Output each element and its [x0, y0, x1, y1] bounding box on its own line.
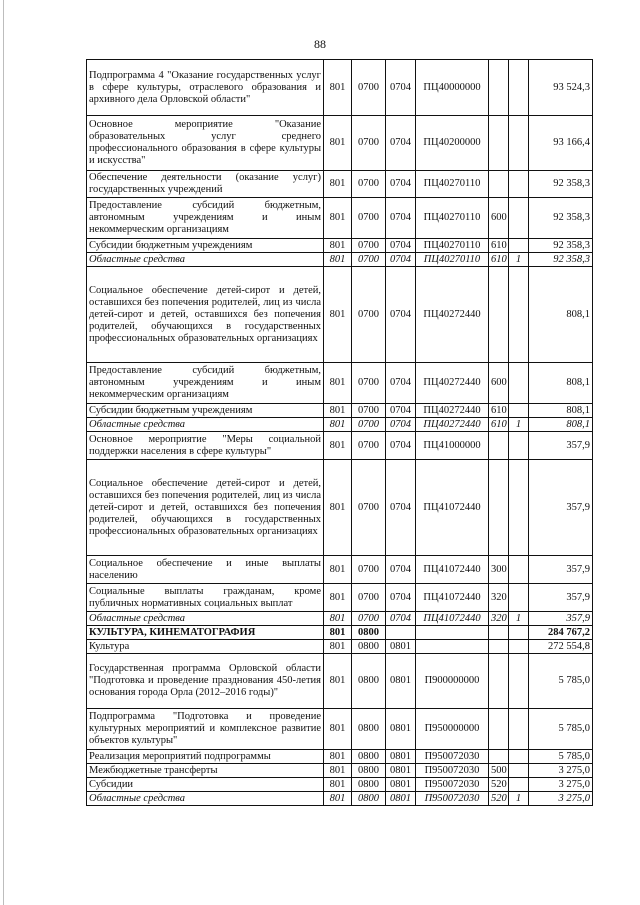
table-row	[87, 267, 593, 363]
row-name: Социальное обеспечение детей-сирот и детей, оставшихся без попечения родителей, лиц из числа детей-сирот и детей, оставшихся без попечения родителей, обучающихся в государственных профессиональных образовательных организациях	[87, 267, 324, 363]
subsection-code: 0704	[386, 60, 416, 116]
expense-type-code	[489, 60, 509, 116]
funding-source-code	[509, 640, 529, 654]
amount: 272 554,8	[529, 640, 593, 654]
section-code: 0800	[352, 778, 386, 792]
expense-type-code	[489, 460, 509, 556]
ministry-code: 801	[324, 654, 352, 709]
table-row	[87, 654, 593, 709]
funding-source-code	[509, 239, 529, 253]
table-row	[87, 612, 593, 626]
amount: 5 785,0	[529, 709, 593, 750]
section-code: 0800	[352, 654, 386, 709]
funding-source-code	[509, 556, 529, 584]
funding-source-code	[509, 654, 529, 709]
funding-source-code: 1	[509, 253, 529, 267]
expense-type-code: 600	[489, 363, 509, 404]
funding-source-code	[509, 116, 529, 171]
table-row	[87, 584, 593, 612]
amount: 808,1	[529, 404, 593, 418]
expense-type-code	[489, 171, 509, 198]
funding-source-code: 1	[509, 612, 529, 626]
row-name: Основное мероприятие "Оказание образовательных услуг среднего профессионального образования в сфере культуры и искусства"	[87, 116, 324, 171]
row-name: Социальные выплаты гражданам, кроме публичных нормативных социальных выплат	[87, 584, 324, 612]
table-row	[87, 116, 593, 171]
funding-source-code	[509, 404, 529, 418]
expense-type-code	[489, 116, 509, 171]
target-article-code	[416, 626, 489, 640]
funding-source-code	[509, 432, 529, 460]
amount: 3 275,0	[529, 778, 593, 792]
row-name: Культура	[87, 640, 324, 654]
row-name: Предоставление субсидий бюджетным, автономным учреждениям и иным некоммерческим организациям	[87, 363, 324, 404]
expense-type-code	[489, 626, 509, 640]
row-name: Областные средства	[87, 612, 324, 626]
funding-source-code	[509, 709, 529, 750]
expense-type-code: 300	[489, 556, 509, 584]
target-article-code: ПЦ41072440	[416, 584, 489, 612]
expense-type-code: 610	[489, 418, 509, 432]
ministry-code: 801	[324, 612, 352, 626]
subsection-code: 0801	[386, 792, 416, 806]
row-name: Основное мероприятие "Меры социальной поддержки населения в сфере культуры"	[87, 432, 324, 460]
ministry-code: 801	[324, 418, 352, 432]
expense-type-code: 600	[489, 198, 509, 239]
table-row	[87, 404, 593, 418]
amount: 357,9	[529, 612, 593, 626]
ministry-code: 801	[324, 404, 352, 418]
section-code: 0800	[352, 640, 386, 654]
section-code: 0800	[352, 764, 386, 778]
target-article-code: ПЦ41000000	[416, 432, 489, 460]
scan-edge-line	[3, 0, 4, 905]
section-code: 0700	[352, 267, 386, 363]
target-article-code: ПЦ40272440	[416, 363, 489, 404]
row-name: Государственная программа Орловской области "Подготовка и проведение празднования 450-летия основания города Орла (2012–2016 годы)"	[87, 654, 324, 709]
subsection-code: 0801	[386, 764, 416, 778]
ministry-code: 801	[324, 584, 352, 612]
funding-source-code	[509, 267, 529, 363]
funding-source-code	[509, 750, 529, 764]
table-row	[87, 198, 593, 239]
target-article-code: ПЦ40200000	[416, 116, 489, 171]
funding-source-code: 1	[509, 792, 529, 806]
section-code: 0800	[352, 709, 386, 750]
row-name: Субсидии бюджетным учреждениям	[87, 404, 324, 418]
section-code: 0800	[352, 750, 386, 764]
section-code: 0700	[352, 239, 386, 253]
ministry-code: 801	[324, 116, 352, 171]
table-row	[87, 626, 593, 640]
ministry-code: 801	[324, 764, 352, 778]
amount: 3 275,0	[529, 764, 593, 778]
target-article-code: ПЦ40272440	[416, 404, 489, 418]
section-code: 0700	[352, 116, 386, 171]
subsection-code: 0704	[386, 584, 416, 612]
expense-type-code	[489, 267, 509, 363]
section-code: 0700	[352, 60, 386, 116]
ministry-code: 801	[324, 60, 352, 116]
expense-type-code	[489, 709, 509, 750]
table-row	[87, 171, 593, 198]
subsection-code: 0801	[386, 654, 416, 709]
ministry-code: 801	[324, 171, 352, 198]
table-row	[87, 709, 593, 750]
funding-source-code	[509, 198, 529, 239]
expense-type-code	[489, 750, 509, 764]
expense-type-code: 610	[489, 404, 509, 418]
amount: 5 785,0	[529, 750, 593, 764]
ministry-code: 801	[324, 239, 352, 253]
subsection-code: 0704	[386, 239, 416, 253]
target-article-code: ПЦ41072440	[416, 612, 489, 626]
ministry-code: 801	[324, 432, 352, 460]
table-row	[87, 239, 593, 253]
section-code: 0700	[352, 432, 386, 460]
ministry-code: 801	[324, 253, 352, 267]
amount: 357,9	[529, 432, 593, 460]
expense-type-code: 500	[489, 764, 509, 778]
amount: 808,1	[529, 363, 593, 404]
table-row	[87, 460, 593, 556]
funding-source-code: 1	[509, 418, 529, 432]
table-row	[87, 556, 593, 584]
amount: 92 358,3	[529, 253, 593, 267]
expense-type-code	[489, 640, 509, 654]
table-row	[87, 764, 593, 778]
table-row	[87, 253, 593, 267]
target-article-code: ПЦ40270110	[416, 239, 489, 253]
ministry-code: 801	[324, 750, 352, 764]
ministry-code: 801	[324, 198, 352, 239]
funding-source-code	[509, 778, 529, 792]
expense-type-code: 320	[489, 584, 509, 612]
amount: 357,9	[529, 460, 593, 556]
target-article-code	[416, 640, 489, 654]
section-code: 0700	[352, 584, 386, 612]
section-code: 0700	[352, 171, 386, 198]
row-name: Областные средства	[87, 418, 324, 432]
amount: 357,9	[529, 556, 593, 584]
table-row	[87, 60, 593, 116]
subsection-code: 0801	[386, 750, 416, 764]
funding-source-code	[509, 460, 529, 556]
amount: 808,1	[529, 267, 593, 363]
subsection-code: 0704	[386, 171, 416, 198]
funding-source-code	[509, 764, 529, 778]
amount: 3 275,0	[529, 792, 593, 806]
row-name: Областные средства	[87, 792, 324, 806]
row-name: Подпрограмма "Подготовка и проведение культурных мероприятий и комплексное развитие объектов культуры"	[87, 709, 324, 750]
amount: 284 767,2	[529, 626, 593, 640]
row-name: Реализация мероприятий подпрограммы	[87, 750, 324, 764]
amount: 357,9	[529, 584, 593, 612]
target-article-code: ПЦ40272440	[416, 418, 489, 432]
amount: 92 358,3	[529, 239, 593, 253]
expense-type-code: 520	[489, 792, 509, 806]
amount: 5 785,0	[529, 654, 593, 709]
subsection-code: 0801	[386, 778, 416, 792]
target-article-code: ПЦ41072440	[416, 556, 489, 584]
expense-type-code: 610	[489, 253, 509, 267]
subsection-code: 0704	[386, 460, 416, 556]
budget-table	[86, 59, 593, 806]
section-code: 0700	[352, 253, 386, 267]
page-number: 88	[314, 37, 326, 51]
ministry-code: 801	[324, 556, 352, 584]
ministry-code: 801	[324, 709, 352, 750]
section-code: 0800	[352, 626, 386, 640]
row-name: Социальное обеспечение детей-сирот и детей, оставшихся без попечения родителей, лиц из числа детей-сирот и детей, оставшихся без попечения родителей, обучающихся в государственных профессиональных образовательных организациях	[87, 460, 324, 556]
section-code: 0800	[352, 792, 386, 806]
table-row	[87, 778, 593, 792]
table-row	[87, 792, 593, 806]
row-name: Субсидии бюджетным учреждениям	[87, 239, 324, 253]
target-article-code: П950000000	[416, 709, 489, 750]
funding-source-code	[509, 626, 529, 640]
ministry-code: 801	[324, 778, 352, 792]
subsection-code: 0704	[386, 432, 416, 460]
table-body	[87, 60, 593, 806]
table-row	[87, 363, 593, 404]
subsection-code: 0704	[386, 198, 416, 239]
row-name: КУЛЬТУРА, КИНЕМАТОГРАФИЯ	[87, 626, 324, 640]
ministry-code: 801	[324, 363, 352, 404]
row-name: Межбюджетные трансферты	[87, 764, 324, 778]
expense-type-code	[489, 654, 509, 709]
section-code: 0700	[352, 460, 386, 556]
row-name: Обеспечение деятельности (оказание услуг) государственных учреждений	[87, 171, 324, 198]
amount: 93 166,4	[529, 116, 593, 171]
expense-type-code: 610	[489, 239, 509, 253]
target-article-code: ПЦ40270110	[416, 198, 489, 239]
row-name: Предоставление субсидий бюджетным, автономным учреждениям и иным некоммерческим организациям	[87, 198, 324, 239]
subsection-code: 0801	[386, 640, 416, 654]
expense-type-code: 320	[489, 612, 509, 626]
ministry-code: 801	[324, 267, 352, 363]
subsection-code: 0704	[386, 418, 416, 432]
ministry-code: 801	[324, 626, 352, 640]
section-code: 0700	[352, 612, 386, 626]
target-article-code: ПЦ40000000	[416, 60, 489, 116]
ministry-code: 801	[324, 460, 352, 556]
subsection-code: 0704	[386, 404, 416, 418]
row-name: Подпрограмма 4 "Оказание государственных услуг в сфере культуры, отраслевого образования и архивного дела Орловской области"	[87, 60, 324, 116]
section-code: 0700	[352, 198, 386, 239]
ministry-code: 801	[324, 792, 352, 806]
section-code: 0700	[352, 556, 386, 584]
target-article-code: П950072030	[416, 778, 489, 792]
expense-type-code	[489, 432, 509, 460]
funding-source-code	[509, 171, 529, 198]
amount: 92 358,3	[529, 198, 593, 239]
table-row	[87, 432, 593, 460]
subsection-code: 0704	[386, 363, 416, 404]
target-article-code: П950072030	[416, 764, 489, 778]
table-row	[87, 750, 593, 764]
subsection-code	[386, 626, 416, 640]
section-code: 0700	[352, 404, 386, 418]
row-name: Субсидии	[87, 778, 324, 792]
row-name: Социальное обеспечение и иные выплаты населению	[87, 556, 324, 584]
subsection-code: 0704	[386, 267, 416, 363]
section-code: 0700	[352, 418, 386, 432]
subsection-code: 0704	[386, 612, 416, 626]
amount: 808,1	[529, 418, 593, 432]
target-article-code: ПЦ40272440	[416, 267, 489, 363]
amount: 93 524,3	[529, 60, 593, 116]
funding-source-code	[509, 60, 529, 116]
table-row	[87, 418, 593, 432]
subsection-code: 0704	[386, 116, 416, 171]
section-code: 0700	[352, 363, 386, 404]
funding-source-code	[509, 584, 529, 612]
expense-type-code: 520	[489, 778, 509, 792]
subsection-code: 0704	[386, 253, 416, 267]
target-article-code: ПЦ41072440	[416, 460, 489, 556]
subsection-code: 0801	[386, 709, 416, 750]
table-row	[87, 640, 593, 654]
funding-source-code	[509, 363, 529, 404]
target-article-code: П950072030	[416, 792, 489, 806]
target-article-code: ПЦ40270110	[416, 171, 489, 198]
target-article-code: П950072030	[416, 750, 489, 764]
target-article-code: ПЦ40270110	[416, 253, 489, 267]
amount: 92 358,3	[529, 171, 593, 198]
subsection-code: 0704	[386, 556, 416, 584]
ministry-code: 801	[324, 640, 352, 654]
target-article-code: П900000000	[416, 654, 489, 709]
row-name: Областные средства	[87, 253, 324, 267]
